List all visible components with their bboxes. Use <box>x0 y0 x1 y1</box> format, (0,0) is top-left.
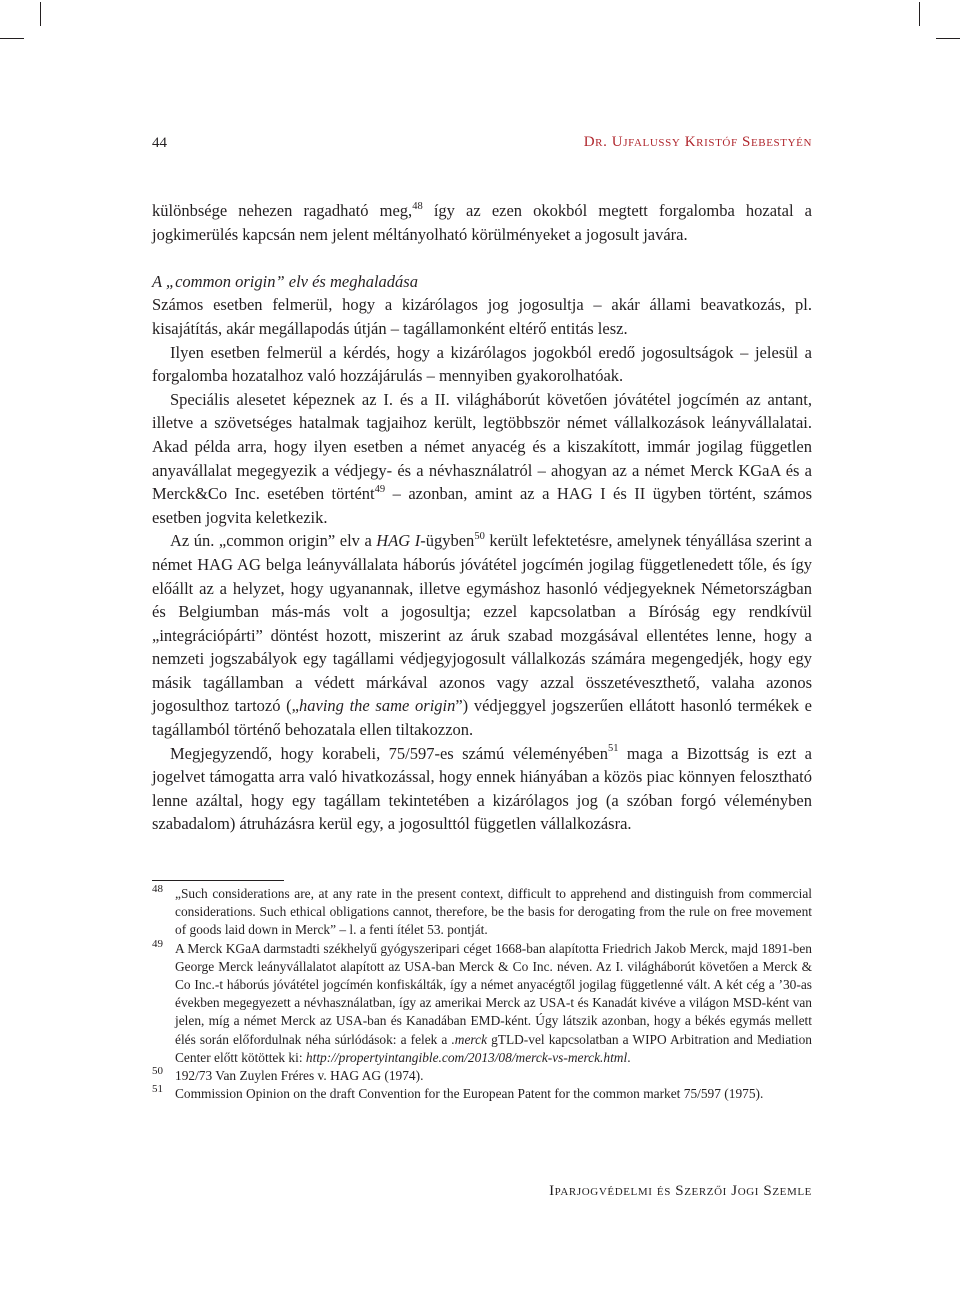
footnote-ref-51[interactable]: 51 <box>608 743 619 755</box>
crop-mark-top-left-h <box>0 38 24 39</box>
footnote-48: 48 „Such considerations are, at any rate in the present context, difficult to apprehend and distinguish from commercial considerations. Such ethical obligations cannot, therefore, be the basis for derogating from the rule on free movement of goods laid down in Merck” – l. a fenti ítélet 53. pontját. <box>152 885 812 940</box>
footnote-ref-50[interactable]: 50 <box>474 530 485 542</box>
footnote-separator <box>152 880 284 881</box>
footnote-ref-49[interactable]: 49 <box>374 483 386 495</box>
paragraph-3: Ilyen esetben felmerül a kérdés, hogy a kizárólagos jogokból eredő jogosultságok – jelesül a forgalomba hozatalhoz való hozzájárulás – mennyiben gyakorolhatóak. <box>152 342 812 386</box>
footnote-number: 51 <box>152 1083 163 1096</box>
footnote-number: 49 <box>152 937 163 950</box>
running-head-author: Dr. Ujfalussy Kristóf Sebestyén <box>583 134 812 150</box>
crop-mark-top-right <box>919 2 920 26</box>
paragraph-1: különbsége nehezen ragadható meg,$^{48}$ így az ezen okokból megtett forgalomba hozatal a jogkimerülés kapcsán nem jelent méltányolható körülményeket a jogosult javára. <box>152 200 812 244</box>
footnote-number: 48 <box>152 883 163 895</box>
footnote-50: 50 192/73 Van Zuylen Fréres v. HAG AG (1974). <box>152 1067 812 1085</box>
case-name: HAG I <box>376 531 421 551</box>
page-number: 44 <box>152 135 167 151</box>
paragraph-2: Számos esetben felmerül, hogy a kizárólagos jog jogosultja – akár állami beavatkozás, pl. kisajátítás, akár megállapodás útján – tagállamonként eltérő entitás lesz. <box>152 295 812 338</box>
main-text <box>152 199 812 836</box>
paragraph-6: Megjegyzendő, hogy korabeli, 75/597-es számú véleményében$^{51}$ maga a Bizottság is ezt a jogelvet támogatta arra való hivatkozással, hogy ennek hiányában a közös piac könnyen felosztható lenne azáltal, hogy egy tagállam tekintetében a kizárólagos jog (a szóban forgó véleményben szabadalom) átruházásra kerül egy, a jogosulttól független vállalkozásra. <box>152 743 812 834</box>
footnote-49: 49 A Merck KGaA darmstadti székhelyű gyógyszeripari céget 1668-ban alapította Friedrich Jakob Merck, majd 1891-ben George Merck leányvállalatot alapított az USA-ban Merck & Co Inc. néven. Az I. világháborút követően a Merck & Co Inc.-t háborús jóvátétel jogcímén konfiskálták, így a német anyacégtől jogilag függetlenné vált. A két cég a ’30-as években megegyezett a névhasználatban, így az amerikai Merck az USA-t és Kanadát kivéve a világon MSD-ként van jelen, míg a német Merck az USA-ban és Kanadában EMD-ként. Úgy látszik azonban, hogy a békés egymás mellett élés során előfordulnak néha súrlódások: a felek a .merck gTLD-vel kapcsolatban a WIPO Arbitration and Mediation Center előtt kötöttek ki: http://propertyintangible.com/2013/08/merck-vs-merck.html. <box>152 940 812 1067</box>
crop-mark-top-left <box>40 2 41 26</box>
footer-journal-title: Iparjogvédelmi és Szerzői Jogi Szemle <box>549 1183 812 1199</box>
footnote-link[interactable]: http://propertyintangible.com/2013/08/merck-vs-merck.html <box>305 1049 628 1065</box>
crop-mark-top-right-h <box>936 38 960 39</box>
section-title: A „common origin” elv és meghaladása <box>152 271 418 291</box>
paragraph-5: Az ún. „common origin” elv a HAG I-ügyben$^{50}$ került lefektetésre, amelynek tényállása szerint a német HAG AG belga leányvállalata háborús jóvátétel jogcímén jogilag függetlenedett tőle, és így előállt az a helyzet, hogy ugyanannak, illetve egymáshoz hasonló védjegyeknek Németországban és Belgiumban más-más volt a jogosultja; ezzel kapcsolatban a Bíróság egy rendkívül „integrációpárti” döntést hozott, miszerint az áruk szabad mozgásával ellentétes lenne, hogy a nemzeti jogszabályok egy tagállami védjegyjogosult vállalkozás számára megengedjék, hogy egy másik tagállamban a védett márkával azonos vagy azzal összetéveszthető, valaha azonos jogosulthoz tartozó („having the same origin”) védjeggyel jogszerűen ellátott hasonló termékek e tagállamból történő behozatala ellen tiltakozzon. <box>152 530 813 740</box>
footnotes <box>152 885 812 1103</box>
paragraph-4: Speciális alesetet képeznek az I. és a II. világháborút követően jóvátétel jogcímén az antant, illetve a szövetséges hatalmak tagjaihoz került, legtöbbször német vállalkozások leányvállalatai. Akad példa arra, hogy ilyen esetben a német anyacég és a kiszakított, immár jogilag független anyavállalat megegyezik a védjegy- és a névhasználatról – ahogyan az a német Merck KGaA és a Merck&Co Inc. esetében történt$^{49}$ – azonban, amint az a HAG I és II ügyben történt, számos esetben jogvita keletkezik. <box>152 389 813 527</box>
quoted-phrase: having the same origin <box>299 696 456 716</box>
footnote-number: 50 <box>152 1065 163 1078</box>
footnote-51: 51 Commission Opinion on the draft Convention for the European Patent for the common market 75/597 (1975). <box>152 1085 812 1103</box>
footnote-ref-48[interactable]: 48 <box>412 200 423 212</box>
